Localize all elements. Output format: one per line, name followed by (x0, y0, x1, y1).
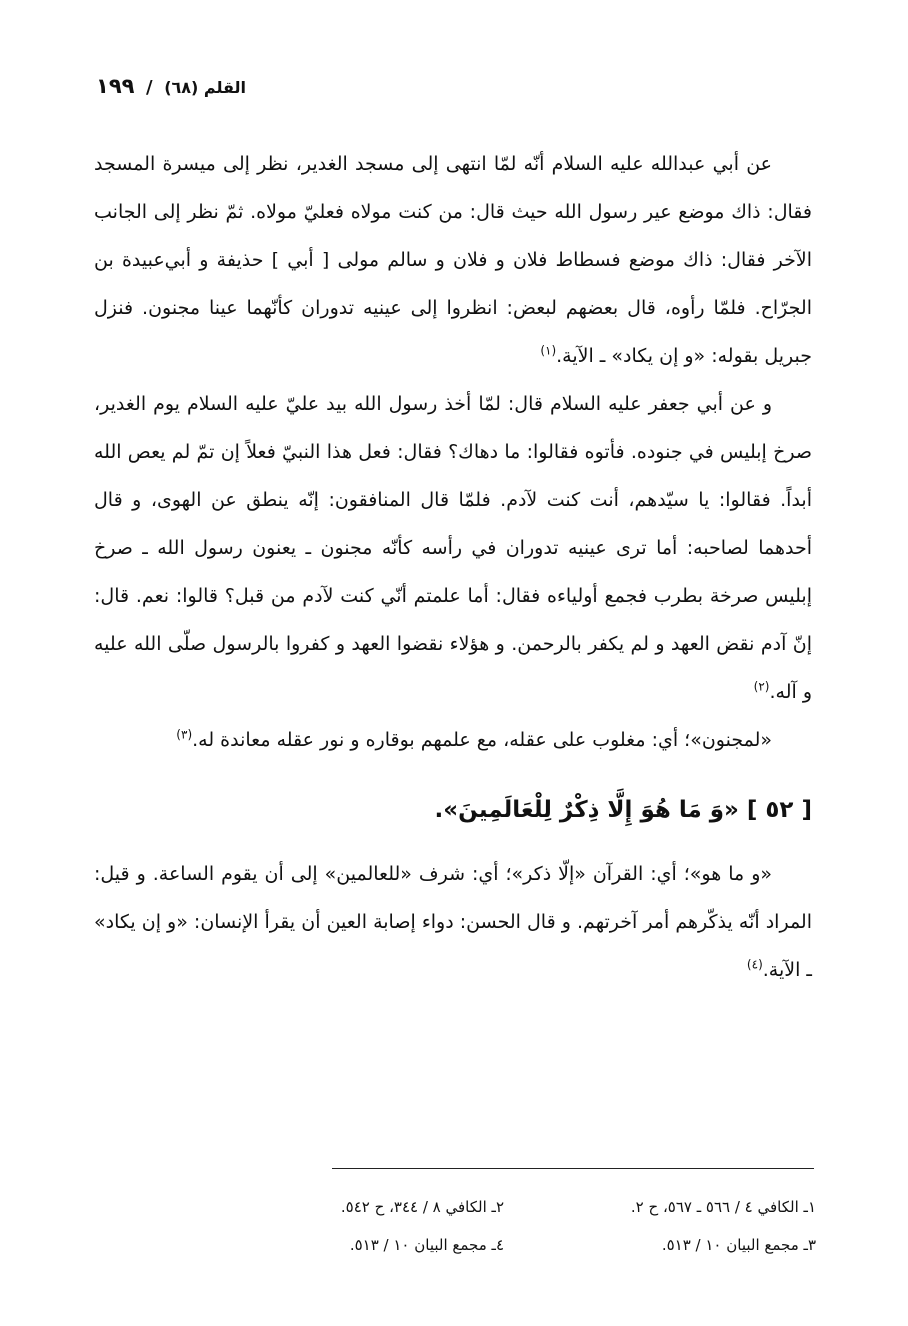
paragraph-4 (94, 850, 812, 994)
paragraph-1-text: عن أبي عبدالله عليه السلام أنّه لمّا انتهى إلى مسجد الغدير، نظر إلى ميسرة المسجد فقال: ذاك موضع عير رسول الله حيث قال: من كنت مولاه فعليّ مولاه. ثمّ نظر إلى الجانب الآخر فقال: ذاك موضع فسطاط فلان و فلان و سالم مولى [ أبي ] حذيفة و أبي‌عبيدة بن الجرّاح. فلمّا رأوه، قال بعضهم لبعض: انظروا إلى عينيه تدوران كأنّهما عينا مجنون. فنزل جبريل بقوله: «و إن يكاد» ـ الآية. (94, 153, 812, 367)
footnote-ref-1: (١) (540, 343, 557, 358)
header-separator: / (146, 77, 153, 98)
footnote-ref-4: (٤) (746, 957, 763, 972)
footnote-2: ٢ـ الكافي ٨ / ٣٤٤، ح ٥٤٢. (340, 1198, 504, 1216)
footnotes (232, 1188, 816, 1264)
paragraph-1 (94, 140, 812, 380)
footnote-1: ١ـ الكافي ٤ / ٥٦٦ ـ ٥٦٧، ح ٢. (630, 1198, 816, 1216)
footnote-divider (332, 1168, 814, 1169)
running-head (96, 74, 246, 98)
footnote-ref-2: (٢) (753, 679, 770, 694)
paragraph-2-text: و عن أبي جعفر عليه السلام قال: لمّا أخذ رسول الله بيد عليّ عليه السلام يوم الغدير، صرخ إبليس في جنوده. فأتوه فقالوا: ما دهاك؟ فقال: فعل هذا النبيّ فعلاً إن تمّ لم يعص الله أبداً. فقالوا: يا سيّدهم، أنت كنت لآدم. فلمّا قال المنافقون: إنّه ينطق عن الهوى، و قال أحدهما لصاحبه: أما ترى عينيه تدوران في رأسه كأنّه مجنون ـ يعنون رسول الله ـ صرخ إبليس صرخة بطرب فجمع أولياءه فقال: أما علمتم أنّي كنت لآدم من قبل؟ قالوا: نعم. قال: إنّ آدم نقض العهد و لم يكفر بالرحمن. و هؤلاء نقضوا العهد و كفروا بالرسول صلّى الله عليه و آله. (94, 393, 812, 703)
page-number: ١٩٩ (96, 74, 135, 98)
verse-heading: [ ٥٢ ] «وَ مَا هُوَ إِلَّا ذِكْرٌ لِلْعَالَمِينَ». (434, 797, 812, 823)
footnote-ref-3: (٣) (176, 727, 193, 742)
paragraph-4-text: «و ما هو»؛ أي: القرآن «إلّا ذكر»؛ أي: شرف «للعالمين» إلى أن يقوم الساعة. و قيل: المراد أنّه يذكّرهم أمر آخرتهم. و قال الحسن: دواء إصابة العين أن يقرأ الإنسان: «و إن يكاد» ـ الآية. (94, 863, 812, 981)
footnote-3: ٣ـ مجمع البيان ١٠ / ٥١٣. (661, 1236, 816, 1254)
main-text (94, 140, 812, 994)
paragraph-3 (94, 716, 812, 764)
footnote-4: ٤ـ مجمع البيان ١٠ / ٥١٣. (349, 1236, 504, 1254)
paragraph-3-text: «لمجنون»؛ أي: مغلوب على عقله، مع علمهم بوقاره و نور عقله معاندة له. (192, 729, 772, 751)
surah-reference: القلم (٦٨) (164, 78, 246, 97)
paragraph-2 (94, 380, 812, 716)
